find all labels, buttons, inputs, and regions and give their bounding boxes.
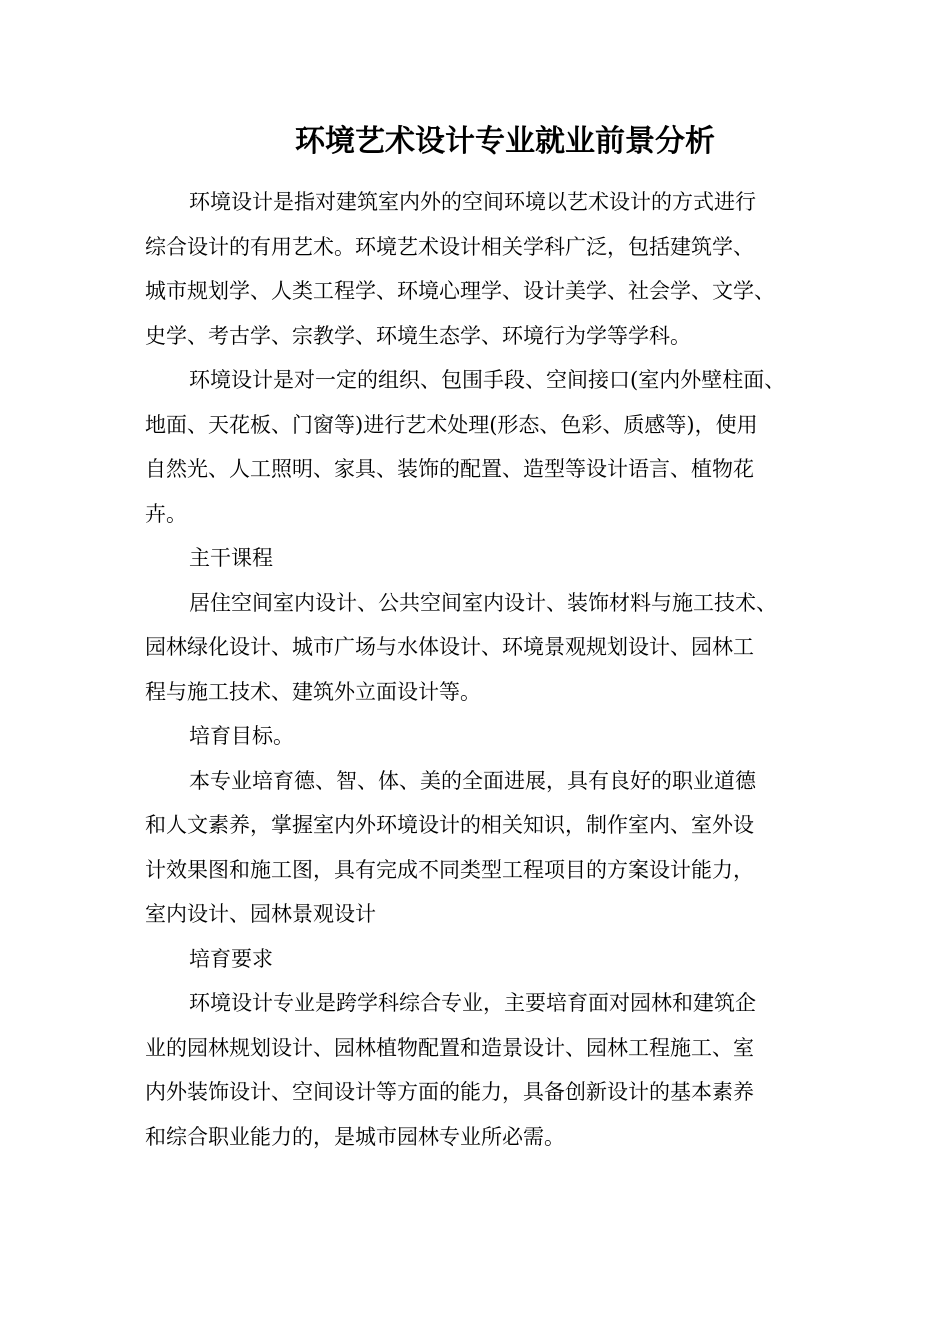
heading-text: 培育目标。: [189, 724, 294, 748]
text-line: 城市规划学、人类工程学、环境心理学、设计美学、社会学、文学、: [145, 279, 775, 303]
text-line: 居住空间室内设计、公共空间室内设计、装饰材料与施工技术、: [189, 590, 777, 615]
text-line: 内外装饰设计、空间设计等方面的能力，具备创新设计的基本素养: [145, 1080, 754, 1104]
text-line: 和综合职业能力的，是城市园林专业所必需。: [145, 1124, 565, 1149]
text-line: 综合设计的有用艺术。环境艺术设计相关学科广泛，包括建筑学、: [145, 234, 754, 259]
text-line: 本专业培育德、智、体、美的全面进展，具有良好的职业道德: [189, 768, 756, 793]
text-line: 卉。: [145, 501, 187, 526]
text-line: 程与施工技术、建筑外立面设计等。: [145, 679, 481, 704]
paragraph-requirements: [145, 981, 835, 1159]
text-line: 环境设计是指对建筑室内外的空间环境以艺术设计的方式进行: [189, 190, 756, 214]
text-line: 地面、天花板、门窗等)进行艺术处理(形态、色彩、质感等)，使用: [145, 412, 758, 437]
paragraph-definition: [145, 358, 835, 536]
section-heading-courses: [145, 536, 835, 581]
paragraph-intro: [145, 180, 835, 358]
text-line: 计效果图和施工图，具有完成不同类型工程项目的方案设计能力，: [145, 857, 754, 882]
document-title: 环境艺术设计专业就业前景分析: [295, 124, 715, 159]
text-line: 自然光、人工照明、家具、装饰的配置、造型等设计语言、植物花: [145, 457, 754, 481]
text-line: 室内设计、园林景观设计: [145, 902, 376, 926]
text-line: 和人文素养，掌握室内外环境设计的相关知识，制作室内、室外设: [145, 813, 754, 837]
section-heading-goals: [145, 714, 835, 759]
document-body: [145, 180, 835, 1159]
heading-text: 培育要求: [189, 946, 273, 971]
section-heading-requirements: [145, 937, 835, 982]
text-line: 环境设计是对一定的组织、包围手段、空间接口(室内外壁柱面、: [189, 368, 786, 392]
text-line: 业的园林规划设计、园林植物配置和造景设计、园林工程施工、室: [145, 1035, 754, 1060]
paragraph-courses: [145, 581, 835, 715]
heading-text: 主干课程: [189, 546, 273, 570]
text-line: 史学、考古学、宗教学、环境生态学、环境行为学等学科。: [145, 323, 691, 348]
text-line: 园林绿化设计、城市广场与水体设计、环境景观规划设计、园林工: [145, 635, 754, 659]
text-line: 环境设计专业是跨学科综合专业，主要培育面对园林和建筑企: [189, 991, 756, 1015]
paragraph-goals: [145, 759, 835, 937]
